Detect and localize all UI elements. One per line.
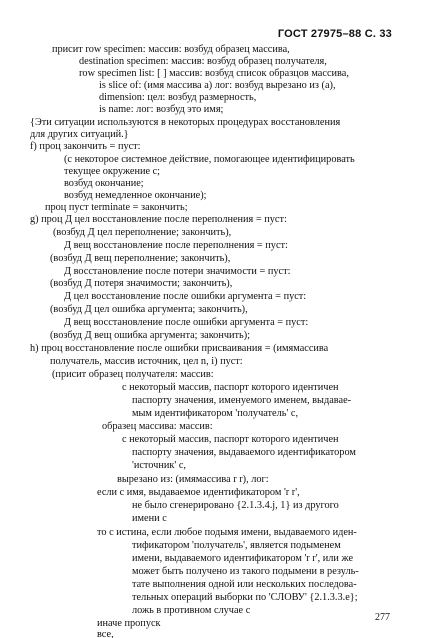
text-line: g) проц Д цел восстановление после переполнения = пуст: — [30, 214, 287, 225]
text-line: (возбуд Д цел ошибка аргумента; закончить), — [50, 304, 248, 315]
text-line: текущее окружение с; — [64, 166, 161, 177]
text-line: паспорту значения, выдаваемого идентификатором — [132, 447, 356, 458]
text-line: то с истина, если любое подымя имени, выдаваемого иден- — [97, 527, 357, 538]
text-line: возбуд немедленное окончание); — [64, 190, 207, 201]
text-line: все, — [97, 631, 114, 638]
text-line: получатель, массив источник, цел n, i) пуст: — [50, 356, 243, 367]
text-line: если с имя, выдаваемое идентификатором 'r r', — [97, 487, 300, 498]
text-line: (с некоторое системное действие, помогающее идентифицировать — [64, 154, 355, 165]
text-line: тельных операций выборки по 'СЛОВУ' {2.1.3.3.е}; — [132, 592, 358, 603]
page-header: ГОСТ 27975–88 С. 33 — [277, 28, 392, 40]
text-line: dimension: цел: возбуд размерность, — [99, 92, 257, 103]
text-line: может быть получено из такого подымени в резуль- — [132, 566, 359, 577]
text-line: (возбуд Д вещ ошибка аргумента; закончить); — [50, 330, 251, 341]
text-line: иначе пропуск — [97, 618, 161, 629]
text-line: f) проц закончить = пуст: — [30, 141, 141, 152]
text-line: не было сгенерировано {2.1.3.4.j, 1} из другого — [132, 500, 339, 511]
text-line: is slice of: (имя массива a) лог: возбуд вырезано из (a), — [99, 80, 336, 91]
text-line: имени с — [132, 513, 167, 524]
text-line: 'источник' с, — [132, 460, 186, 471]
text-line: Д вещ восстановление после переполнения = пуст: — [64, 240, 288, 251]
text-line: h) проц восстановление после ошибки присваивания = (имямассива — [30, 343, 329, 354]
text-line: проц пуст terminate = закончить; — [45, 202, 188, 213]
text-line: (возбуд Д вещ переполнение; закончить), — [50, 253, 231, 264]
text-line: тификатором 'получатель', является подыменем — [132, 540, 341, 551]
text-line: {Эти ситуации используются в некоторых процедурах восстановления — [30, 117, 341, 128]
text-line: Д восстановление после потери значимости = пуст: — [64, 266, 291, 277]
text-line: с некоторый массив, паспорт которого идентичен — [122, 382, 339, 393]
text-line: Д цел восстановление после ошибки аргумента = пуст: — [64, 291, 307, 302]
text-line: возбуд окончание; — [64, 178, 144, 189]
text-line: вырезано из: (имямассива r r), лог: — [117, 474, 269, 485]
text-line: имени, выдаваемого идентификатором 'r r', или же — [132, 553, 354, 564]
text-line: (присит образец получателя: массив: — [52, 369, 214, 380]
text-line: мым идентификатором 'получатель' с, — [132, 408, 299, 419]
text-line: для других ситуаций.} — [30, 129, 129, 140]
text-line: тате выполнения одной или нескольких последова- — [132, 579, 357, 590]
text-line: присит row specimen: массив: возбуд образец массива, — [52, 44, 290, 55]
text-line: destination specimen: массив: возбуд образец получателя, — [79, 56, 327, 67]
text-line: Д вещ восстановление после ошибки аргумента = пуст: — [64, 317, 309, 328]
text-line: с некоторый массив, паспорт которого идентичен — [122, 434, 339, 445]
text-line: is name: лог: возбуд это имя; — [99, 104, 224, 115]
page-number: 277 — [375, 612, 390, 623]
text-line: (возбуд Д цел переполнение; закончить), — [53, 227, 232, 238]
text-line: паспорту значения, именуемого именем, выдавае- — [132, 395, 352, 406]
text-line: ложь в противном случае с — [132, 605, 251, 616]
text-line: row specimen list: [ ] массив: возбуд список образцов массива, — [79, 68, 349, 79]
text-line: (возбуд Д потеря значимости; закончить), — [50, 278, 233, 289]
text-line: образец массива: массив: — [102, 421, 213, 432]
